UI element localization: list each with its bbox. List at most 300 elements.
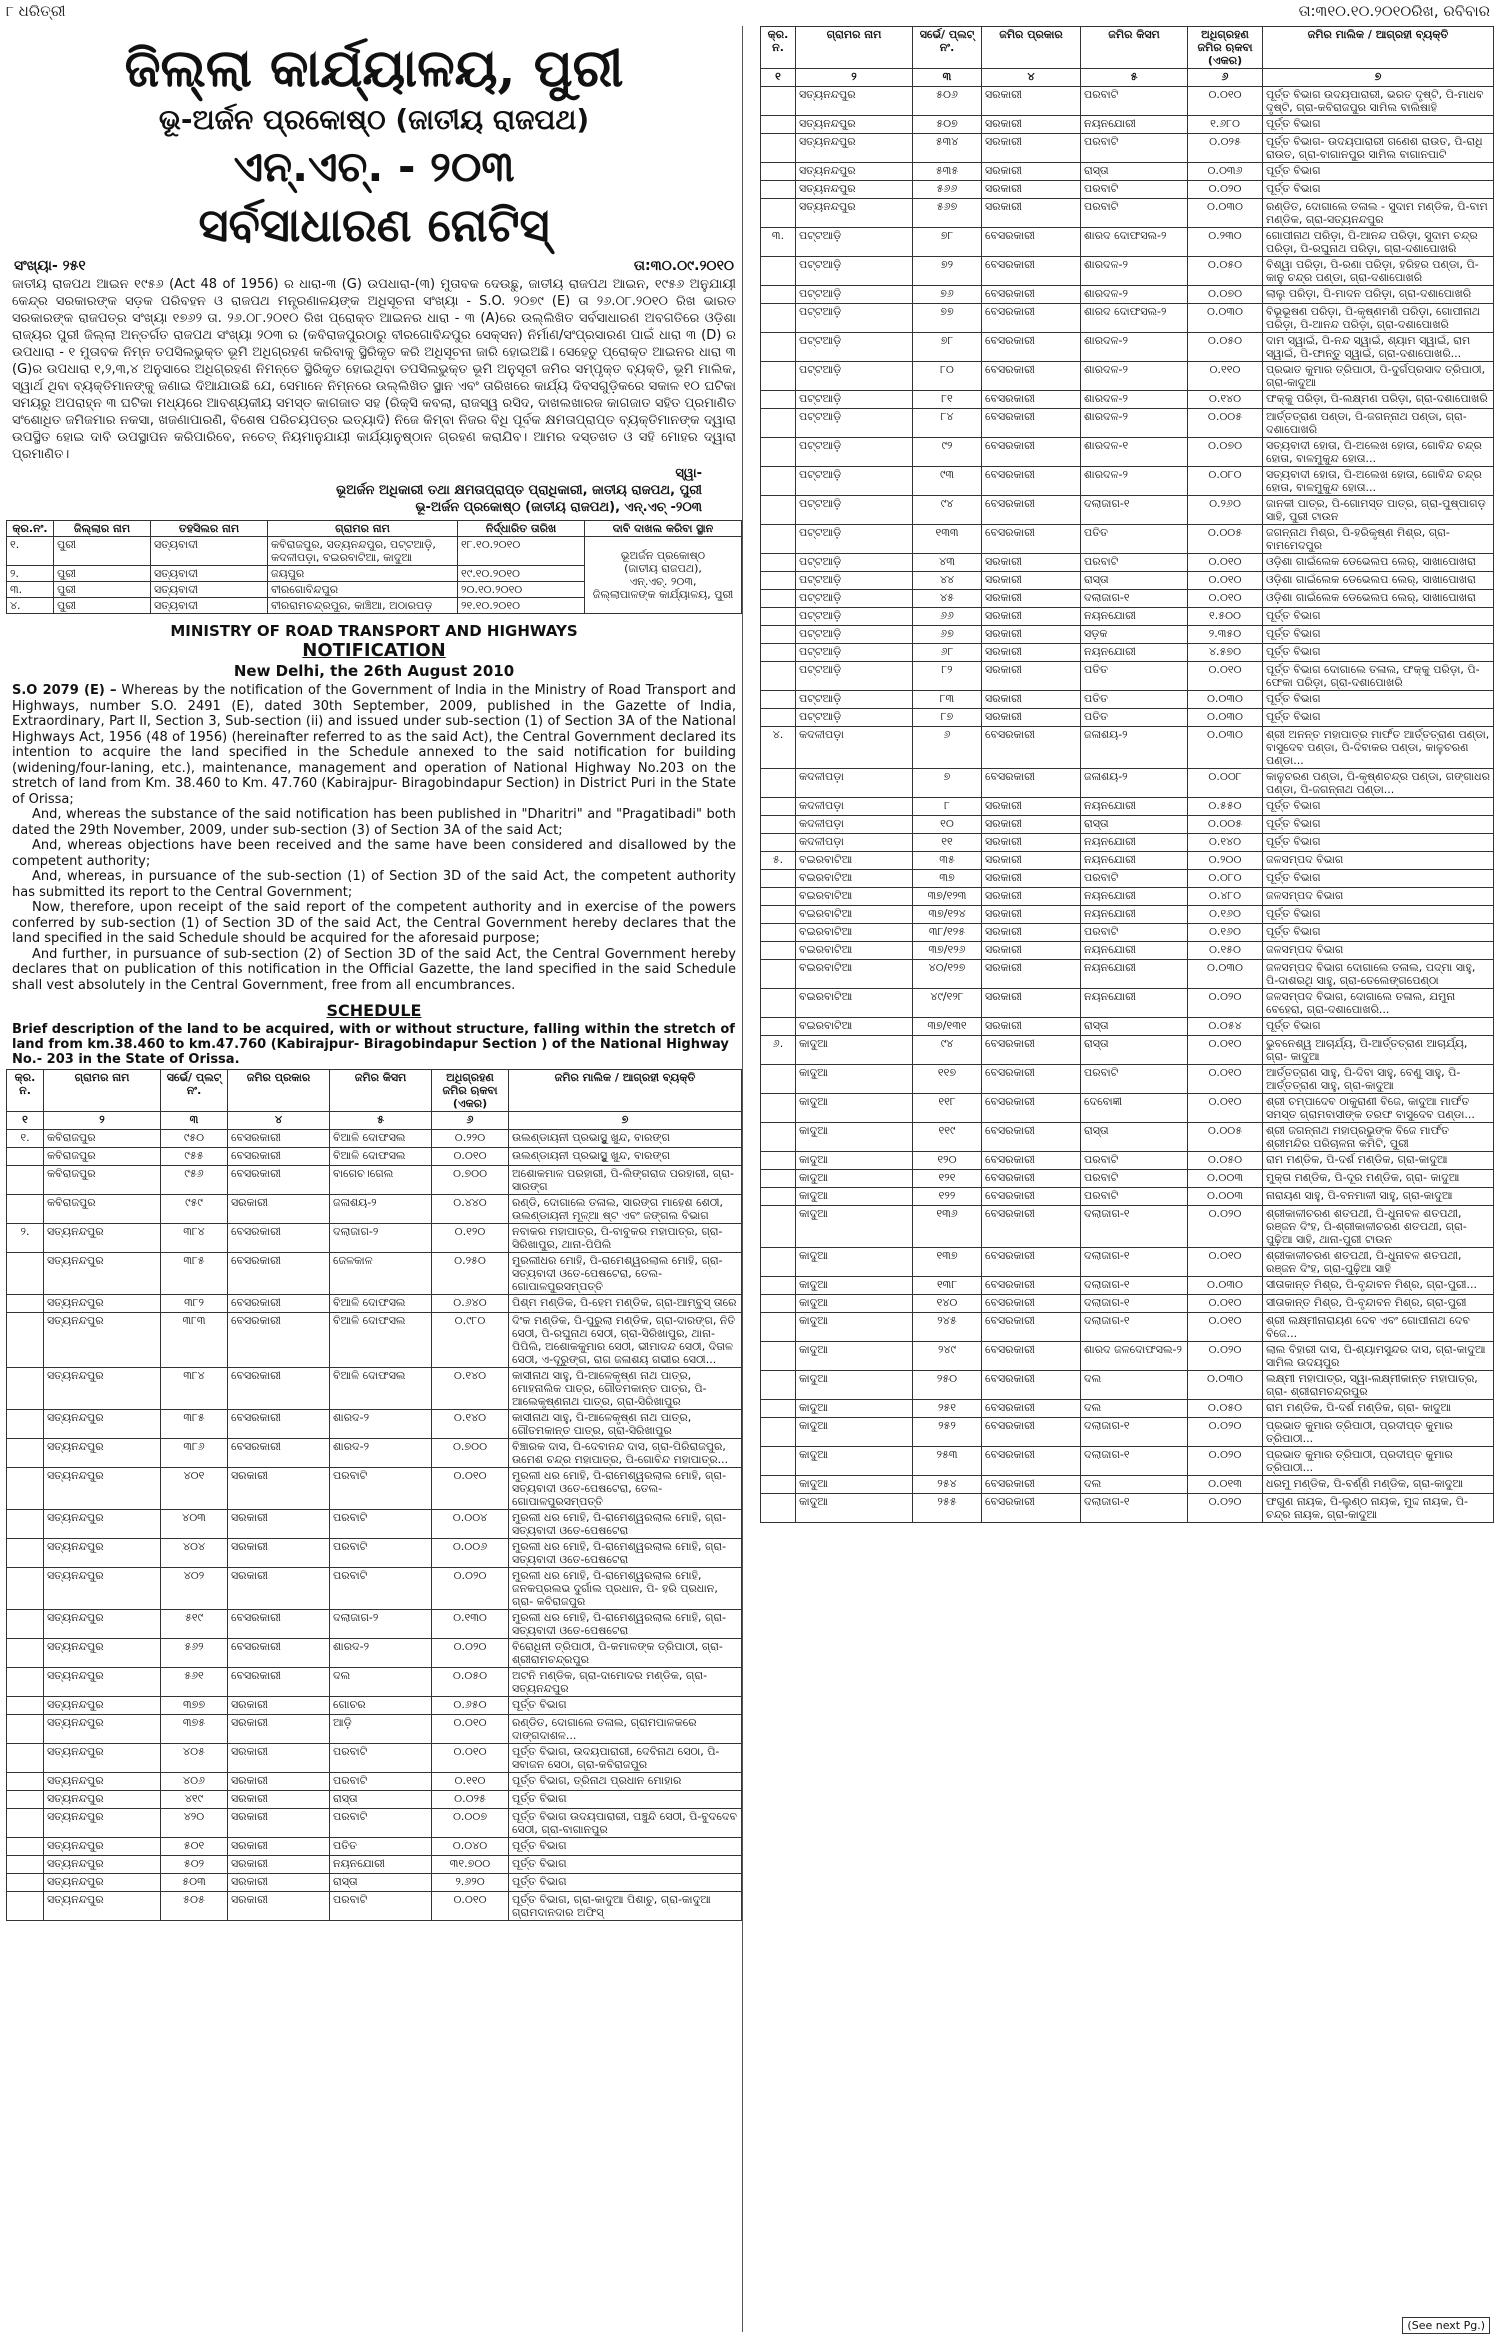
table-cell: ବେସରକାରୀ (982, 228, 1081, 257)
table-cell: ୧୨୧ (913, 1170, 982, 1188)
table-cell: ଜାନକୀ ପାତ୍ର, ପି-ଗୋମସ୍ତ ପାତ୍ର, ଗ୍ରା-ପୁଷ୍ପାଗଡ଼ ସାହି, ପୁରୀ ଟାଉନ (1263, 496, 1494, 525)
table-cell: ପତିତ (1081, 709, 1188, 727)
table-cell: ପୂର୍ତ୍ତ ବିଭାଗ (1263, 626, 1494, 644)
column-number: ୬ (432, 1112, 509, 1130)
table-cell (761, 87, 796, 116)
table-cell: ସରକାରୀ (982, 134, 1081, 163)
table-cell: ସତ୍ୟନନ୍ଦପୁର (44, 1410, 161, 1439)
table-cell: ଦଲାଜାଗ-୧ (1081, 1313, 1188, 1342)
table-cell: ୦.୭୦୦ (432, 1439, 509, 1468)
table-cell: ପୂର୍ତ୍ତ ବିଭାଗ, ଉଦୟପାରାରୀ, ଦେବିନାଥ ସେଠା, ପି-ସବାଜନ ସେଠା, ଗ୍ରା-କବିରାଜପୁର (509, 1744, 742, 1773)
table-row (761, 798, 1494, 816)
table-cell: କାଳୁଚରଣ ପଣ୍ଡା, ପି-କୃଷ୍ଣଚନ୍ଦ୍ର ପଣ୍ଡା, ଗଙ୍ଗାଧର ପଣ୍ଡା, ପି-ଜଗନ୍ନାଥ ପଣ୍ଡା... (1263, 769, 1494, 798)
table-cell: ମୁକ୍ତା ମଣ୍ଡିକ, ପି-ଦୂର ମଣ୍ଡିକ, ଗ୍ରା- କାଦୁଆ (1263, 1170, 1494, 1188)
column-number: ୫ (1081, 69, 1188, 87)
table-header: ସର୍ଭେ/ ପ୍ଲଟ୍ ନଂ. (913, 27, 982, 69)
table-cell: ୦.୪୪୦ (432, 1195, 509, 1224)
table-cell: ପଟ୍ଟଆଡ଼ି (796, 626, 913, 644)
table-cell (761, 1418, 796, 1447)
table-cell: ସରକାରୀ (982, 834, 1081, 852)
table-cell: ୦.୦୫୦ (1188, 1152, 1263, 1170)
table-cell (761, 1313, 796, 1342)
table-cell (761, 644, 796, 662)
table-cell: ସରକାରୀ (228, 1510, 330, 1539)
table-cell: ୦.୦୧୦ (432, 1744, 509, 1773)
table-cell: ୬ (913, 727, 982, 769)
table-cell: ୦.୦୧୦ (1188, 662, 1263, 691)
table-cell: ବେସରକାରୀ (982, 362, 1081, 391)
table-cell: ୦.୦୨୦ (1188, 1206, 1263, 1248)
table-cell: ୦.୦୧୦ (432, 1148, 509, 1166)
table-cell: ଶାରଦ ଦୋଫସଲ-୨ (1081, 304, 1188, 333)
table-cell: ଉଲଣ୍ଡାୟନୀ ପ୍ରଭାସ୍ଥୁ ଖୁନ୍ଦ, ବାରଙ୍ଗ (509, 1130, 742, 1148)
table-cell: ବେସରକାରୀ (982, 1188, 1081, 1206)
table-cell: ସରକାରୀ (982, 87, 1081, 116)
table-cell: ବେସରକାରୀ (228, 1639, 330, 1668)
table-cell: ୪୦୫ (161, 1744, 228, 1773)
table-cell: ୦.୦୩୦ (1188, 1277, 1263, 1295)
table-cell: କାଦୁଆ (796, 1342, 913, 1371)
table-cell: ଦିଂକ ମଣ୍ଡିକ, ପି-ପୁରୁଲା ମଣ୍ଡିକ, ଗ୍ରା-ଦାରଙ୍ଗ, ନିତି ସେଠୀ, ପି-ରଘୁନାଥ ସେଠୀ, ଗ୍ରା-ସିରିଖାପୁର, ଥାନା-ପିପିଲି, ଅଶୋକକୁମାର ସେଠୀ, ଭୀମାଦନ୍ଦ ସେଠୀ, ଦିତାଳ ସେଠୀ, ଏ-ଦୂରୁଙ୍ଗ, ରାଗ ଜଳାଶୟ ଗଭୀର ସେଠୀ... (509, 1313, 742, 1368)
table-cell: ଧରମୁ ମଣ୍ଡିକ, ପି-ବର୍ଣ୍ଣି ମଣ୍ଡିକ, ଗ୍ରା-କାଦୁଆ (1263, 1476, 1494, 1494)
table-cell: ସରକାରୀ (982, 1018, 1081, 1036)
table-cell (761, 391, 796, 409)
table-cell: କାଦୁଆ (796, 1248, 913, 1277)
table-cell: ୧.୫୦୦ (1188, 608, 1263, 626)
table-cell: ୬. (761, 1036, 796, 1065)
table-row (761, 1152, 1494, 1170)
table-cell: ପୂର୍ତ୍ତ ବିଭାଗ (1263, 816, 1494, 834)
table-cell: ୧୧ (913, 834, 982, 852)
table-row (761, 1018, 1494, 1036)
table-cell: ୯୪ (913, 1036, 982, 1065)
table-cell (761, 467, 796, 496)
table-cell (761, 1371, 796, 1400)
table-cell (761, 163, 796, 181)
table-cell: ୫. (761, 852, 796, 870)
table-cell: ସତ୍ୟନନ୍ଦପୁର (44, 1668, 161, 1697)
table-cell: ଦଲାଜାଗ-୧ (1081, 1295, 1188, 1313)
table-cell (7, 1715, 44, 1744)
table-cell: ସରକାରୀ (228, 1874, 330, 1892)
table-cell: ୦.୨୨୦ (432, 1130, 509, 1148)
table-cell: ୦.୦୦୫ (1188, 409, 1263, 438)
table-cell: ମୁରଲୀ ଧର ମୋହି, ପି-ରାମେଶ୍ୱରଲାଲ ମୋହି, ଜନକପ୍ରଲଭ ଦୁର୍ଗାଲ ପ୍ରଧାନ, ପି- ହରି ପ୍ରଧାନ, ଗ୍ରା- କବିରାଜପୁର (509, 1568, 742, 1610)
table-cell: ସତ୍ୟବାଦୀ ହୋତା, ପି-ଅଲେଖ ହୋତା, ଗୋବିନ୍ଦ ଚନ୍ଦ୍ର ହୋତା, ବାଳମୁକୁନ୍ଦ ହୋତା... (1263, 438, 1494, 467)
table-cell: ପରବାଟି (330, 1539, 432, 1568)
table-cell (761, 1248, 796, 1277)
table-cell: ସତ୍ୟନନ୍ଦପୁର (44, 1313, 161, 1368)
column-number: ୭ (1263, 69, 1494, 87)
table-cell (761, 554, 796, 572)
schedule-body-left (7, 1130, 742, 1921)
table-cell: ୫୬୧ (161, 1668, 228, 1697)
table-cell: ବିଆଳି ଦୋଫସଲ (330, 1148, 432, 1166)
table-header: ନିର୍ଦ୍ଧାରିତ ତାରିଖ (458, 521, 585, 537)
table-cell: ଫଗୁଣ ନାୟକ, ପି-ଲୁଣ୍ଠ ନାୟକ, ମୁଦ୍ଦ ନାୟକ, ପି-ଚନ୍ଦ୍ର ନାୟକ, ଗ୍ରା-କାଦୁଆ (1263, 1494, 1494, 1523)
table-cell: ପରବାଟି (1081, 181, 1188, 199)
table-cell: ୦.୧୪୦ (1188, 834, 1263, 852)
table-cell (761, 1494, 796, 1523)
table-cell (761, 1123, 796, 1152)
table-cell: ୦.୦୧୦ (1188, 1065, 1263, 1094)
table-cell: ପଟ୍ଟଆଡ଼ି (796, 304, 913, 333)
table-cell: ୦.୬୫୦ (432, 1697, 509, 1715)
table-cell: ନବାକର ମହାପାତ୍ର, ପି-ବାବୁକର ମହାପାତ୍ର, ଗ୍ରା-ସିରିଖାପୁର, ଥାନା-ପିପିଲି (509, 1224, 742, 1253)
table-cell: ପୂର୍ତ୍ତ ବିଭାଗ (1263, 906, 1494, 924)
table-header: ଗ୍ରାମର ନାମ (796, 27, 913, 69)
table-row (761, 1342, 1494, 1371)
table-cell: ପୂର୍ତ୍ତ ବିଭାଗ, ଗ୍ରା-କାଦୁଆ ପିଶାଚୁ, ଗ୍ରା-କାଦୁଆ ଗ୍ରାମଦାନଦାର ଅଫିସ୍ (509, 1892, 742, 1921)
table-cell: ୦.୦୨୦ (432, 1568, 509, 1610)
table-cell: ପୂର୍ତ୍ତ ବିଭାଗ (1263, 709, 1494, 727)
table-cell: ବେସରକାରୀ (982, 1248, 1081, 1277)
table-cell (761, 1170, 796, 1188)
table-cell: ୦.୦୨୦ (1188, 1494, 1263, 1523)
table-cell: ୨୧.୧୦.୨୦୧୦ (458, 598, 585, 614)
table-cell: ସୀତାକାନ୍ତ ମିଶ୍ର, ପି-ବୃନ୍ଦାବନ ମିଶ୍ର, ଗ୍ରା-ପୁରୀ (1263, 1295, 1494, 1313)
table-cell: ପୂର୍ତ୍ତ ବିଭାଗ (1263, 116, 1494, 134)
table-cell: ପଟ୍ଟଆଡ଼ି (796, 286, 913, 304)
table-cell: ଗୋଚର (330, 1697, 432, 1715)
table-row (7, 1195, 742, 1224)
table-row (761, 662, 1494, 691)
table-cell: ୦.୦୧୩ (1188, 1476, 1263, 1494)
table-cell: ୧. (7, 1130, 44, 1148)
table-row (7, 1166, 742, 1195)
table-cell: ୦.୦୨୦ (432, 1639, 509, 1668)
table-cell: ସତ୍ୟନନ୍ଦପୁର (44, 1892, 161, 1921)
table-header: ଜମିର ପ୍ରକାର (982, 27, 1081, 69)
table-row (7, 1568, 742, 1610)
table-row (7, 1809, 742, 1838)
table-cell: ପରବାଟି (1081, 1152, 1188, 1170)
table-cell: ପଟ୍ଟଆଡ଼ି (796, 525, 913, 554)
table-cell: ବାଗେଚ।ଗେଲ (330, 1166, 432, 1195)
table-cell: ବେସରକାରୀ (982, 1447, 1081, 1476)
table-cell: ବଇରବାଟିଆ (796, 888, 913, 906)
table-cell: କାଦୁଆ (796, 1206, 913, 1248)
table-cell (7, 1668, 44, 1697)
table-cell: ବେସରକାରୀ (228, 1166, 330, 1195)
table-header: ଅଧିଗ୍ରହଣ ଜମିର ଋକବା (ଏକର) (1188, 27, 1263, 69)
table-cell: ସରକାରୀ (228, 1892, 330, 1921)
table-row (7, 1715, 742, 1744)
table-cell: ଶାରଦଳ-୧ (1081, 438, 1188, 467)
table-cell: ୨୫୦ (913, 1371, 982, 1400)
table-cell: ସତ୍ୟବାଦୀ ହୋତା, ପି-ଅଲେଖ ହୋତା, ଗୋବିନ୍ଦ ଚନ୍ଦ୍ର ହୋତା, ବାଳମୁକୁନ୍ଦ ହୋତା... (1263, 467, 1494, 496)
table-cell: ୦.୭୦୦ (432, 1166, 509, 1195)
table-cell (761, 989, 796, 1018)
table-cell: ୦.୦୫୦ (1188, 333, 1263, 362)
table-row (761, 286, 1494, 304)
table-cell: ପୁରୀ (54, 582, 151, 598)
table-cell: ବେସରକାରୀ (228, 1610, 330, 1639)
table-row (7, 1668, 742, 1697)
table-cell: ସରକାରୀ (228, 1838, 330, 1856)
table-cell: ନାରାୟଣ ସାହୁ, ପି-ବନମାଳୀ ସାହୁ, ଗ୍ରା-କାଦୁଆ (1263, 1188, 1494, 1206)
table-cell: ୨୫୨ (913, 1418, 982, 1447)
table-row (761, 1036, 1494, 1065)
table-cell: ବେସରକାରୀ (982, 1295, 1081, 1313)
table-cell (761, 333, 796, 362)
table-cell: ଶାରଦ-୨ (330, 1639, 432, 1668)
table-cell (761, 496, 796, 525)
table-cell: ୪୦୪ (161, 1539, 228, 1568)
table-cell: ୧୦ (913, 816, 982, 834)
table-row (761, 816, 1494, 834)
table-cell: ୧୨୨ (913, 1188, 982, 1206)
table-cell: ସରକାରୀ (982, 709, 1081, 727)
table-cell: ୦.୦୫୦ (1188, 1400, 1263, 1418)
table-cell: ୬୭ (913, 626, 982, 644)
column-number: ୨ (796, 69, 913, 87)
table-cell: ସତ୍ୟନନ୍ଦପୁର (44, 1874, 161, 1892)
table-cell: ୮୨ (913, 662, 982, 691)
table-row (7, 1313, 742, 1368)
table-cell: କବିରାଜପୁର (44, 1166, 161, 1195)
notice-body: ଜାତୀୟ ରାଜପଥ ଆଇନ ୧୯୫୬ (Act 48 of 1956) ର ଧାରା-୩ (G) ଉପଧାରା-(୩) ମୁତାବକ ଦେଉଛୁ, ଜାତୀୟ ରାଜପଥ ଆଇନ, ୧୯୫୬ ଅନୁଯାୟୀ କେନ୍ଦ୍ର ସରକାରଙ୍କ ସଡ଼କ ପରିବହନ ଓ ରାଜପଥ ମନ୍ତ୍ରଣାଳୟଙ୍କ ଅଧିସୂଚନା ସଂଖ୍ୟା - S.O. ୨୦୭୯ (E) ତା ୨୬.୦୮.୨୦୧୦ ରିଖ ଭାରତ ସରକାରଙ୍କ ରାଜପତ୍ର ସଂଖ୍ୟା ୧୭୬୨ ତା. ୨୬.୦୮.୨୦୧୦ ରିଖ ପ୍ରୋକ୍ତ ଆଇନର ଧାରା - ୩ (A)ରେ ଉଲ୍ଲିଖିତ ସର୍ବସାଧାରଣ ଅବଗତିରେ ଓଡ଼ିଶା ରାଜ୍ୟର ପୁରୀ ଜିଲ୍ଲା ଅନ୍ତର୍ଗତ ରାଜପଥ ସଂଖ୍ୟା ୨୦୩ ର (କବିରାଜପୁରଠାରୁ ବୀରଗୋବିନ୍ଦପୁର ସେକ୍ସନ) ନିର୍ମାଣ/ସଂପ୍ରସାରଣ ପାଇଁ ଧାରା ୩ (D) ର ଉପଧାରା - ୧ ମୁତାବକ ନିମ୍ନ ତପସିଲଭୁକ୍ତ ଭୂମି ଅଧିଗ୍ରହଣ କରିବାକୁ ସ୍ଥିରିକୃତ କରି ଅଧିସୂଚନା ଜାରି ହୋଇଅଛି। ସେହେତୁ ପ୍ରୋକ୍ତ ଆଇନର ଧାରା ୩ (G)ର ଉପଧାରା ୧,୨,୩,୪ ଅନୁସାରେ ଅଧିଗ୍ରହଣ ନିମନ୍ତେ ସ୍ଥିରିକୃତ ହୋଇଥିବା ତପସିଲଭୁକ୍ତ ଭୂମି ଅନୁସୂଚୀ ଜମିର ସମ୍ପୃକ୍ତ ବ୍ୟକ୍ତି, ଭୂମି ମାଲିକ, ସ୍ୱାର୍ଥ ଥିବା ବ୍ୟକ୍ତିମାନଙ୍କୁ ଜଣାଇ ଦିଆଯାଉଛି ଯେ, ସେମାନେ ନିମ୍ନରେ ଉଲ୍ଲିଖିତ ସ୍ଥାନ ଏବଂ ତାରିଖରେ କାର୍ଯ୍ୟ ଦିବସଗୁଡ଼ିକରେ ସକାଳ ୧୦ ଘଟିକା ସମୟରୁ ଅପରାହ୍ନ ୩ ଘଟିକା ମଧ୍ୟରେ ଆବଶ୍ୟକୀୟ ସମସ୍ତ କାଗଜାତ ସହ (ରିକ୍ସି କବଲା, ରାଜସ୍ୱ ରସିଦ, ଦାଖଲଖାରଜ କାଗଜାତ ସହିତ ପ୍ରମାଣିତ ସଂଶୋଧିତ ଜମିଜମାର ନକସା, ଖଜଣାପାରଣି, ବିଶେଷ ପରିଚୟପତ୍ର ଇତ୍ୟାଦି) ନିଜେ କିମ୍ବା ନିଜର ବିଧି ପୂର୍ବକ କ୍ଷମତାପ୍ରାପ୍ତ ବ୍ୟକ୍ତିମାନଙ୍କ ଦ୍ୱାରା ଉପସ୍ଥିତ ହୋଇ ଦାବି ଉପସ୍ଥାପନ କରିପାରିବେ, ନଚେତ୍ ନିୟମାନୁଯାୟୀ କାର୍ଯ୍ୟାନୁଷ୍ଠାନ ଗ୍ରହଣ କରାଯିବ। ଆମର ଦସ୍ତଖତ ଓ ସହି ମୋହର ଦ୍ୱାରା ପ୍ରମାଣିତ। (12, 277, 736, 462)
table-cell: ରଣ୍ଡି, ଦୋଗାଲେ ତଳାଲ, ସାରଙ୍ଗ ମାହେଶ ଶେଠୀ, ଉଲଣ୍ଡାୟନୀ ମୂଳ୍ଆ ଷ୍ଟ ଏବଂ ଜଙ୍ଗଲ ବିଭାଗ (509, 1195, 742, 1224)
table-cell: ୦.୦୧୦ (1188, 1036, 1263, 1065)
table-cell: ୪୦/୧୨୭ (913, 960, 982, 989)
table-cell (761, 257, 796, 286)
table-cell: ୦.୧୪୦ (432, 1368, 509, 1410)
table-row (7, 1856, 742, 1874)
table-cell: ରାସ୍ତା (1081, 1123, 1188, 1152)
table-cell: ୦.୦୦୩ (1188, 1188, 1263, 1206)
table-row (761, 1094, 1494, 1123)
table-cell: ସତ୍ୟନନ୍ଦପୁର (44, 1697, 161, 1715)
table-cell: ୭୮ (913, 228, 982, 257)
table-cell (761, 1295, 796, 1313)
table-row (761, 1065, 1494, 1094)
paragraph: And, whereas the substance of the said notification has been published in "Dharitri" and "Pragatibadi" both dated the 29th November, 2009, under sub-section (3) of Section 3A of the said Act; (12, 807, 736, 838)
table-cell: ବେସରକାରୀ (982, 1277, 1081, 1295)
table-cell: ପଟ୍ଟଆଡ଼ି (796, 496, 913, 525)
table-cell: ୮୩ (913, 691, 982, 709)
table-cell: ୦.୧୧୦ (432, 1773, 509, 1791)
table-cell: ଶାରଦଳ-୨ (1081, 467, 1188, 496)
table-cell (7, 1773, 44, 1791)
table-cell: ରଣ୍ଡିତ, ଦୋଗାଲେ ତଳାଲ - ସୁଦାମ ମଣ୍ଡିକ, ପି-ବାମ ମଣ୍ଡିକ, ଗ୍ରା-ସତ୍ୟନନ୍ଦପୁର (1263, 199, 1494, 228)
table-cell: ଶାରଦଳ-୨ (1081, 333, 1188, 362)
table-cell: ୩୭୫ (161, 1715, 228, 1744)
table-row (761, 1494, 1494, 1523)
table-cell: ଜଗନ୍ନାଥ ମିଶ୍ର, ପି-ହରିକୃଷ୍ଣ ମିଶ୍ର, ଗ୍ରା-ବାମମେଦପୁର (1263, 525, 1494, 554)
table-cell: ୮୪ (913, 409, 982, 438)
schedule-description: Brief description of the land to be acquired, with or without structure, falling within the stretch of land from km.38.460 to km.47.760 (Kabirajpur- Biragobindapur Section ) of the National Highway No.- 203 in the State of Orissa. (12, 1022, 735, 1067)
table-cell: ଆର୍ତ୍ତତ୍ରାଣ ସାହୁ, ପି-ଦିବା ସାହୁ, ବେଣୁ ସାହୁ, ପି-ଆର୍ତ୍ତତ୍ରାଣ ସାହୁ, ଗ୍ରା-କାଦୁଆ (1263, 1065, 1494, 1094)
table-cell: ୯୨ (913, 438, 982, 467)
table-cell: ଜଳସମ୍ପଦ ବିଭାଗ (1263, 852, 1494, 870)
table-cell: ସରକାରୀ (982, 116, 1081, 134)
table-row (7, 1892, 742, 1921)
table-row (761, 906, 1494, 924)
table-row (7, 1468, 742, 1510)
nh-number: ଏନ୍.ଏଚ୍. - ୨୦୩ (233, 142, 515, 191)
table-cell: ୪୧୯ (161, 1791, 228, 1809)
table-cell: ୦.୦୧୦ (432, 1892, 509, 1921)
table-cell: ସରକାରୀ (228, 1568, 330, 1610)
table-cell: ନୟନଯୋରୀ (1081, 960, 1188, 989)
table-cell: ସତ୍ୟନନ୍ଦପୁର (44, 1368, 161, 1410)
table-cell: ୦.୦୧୦ (1188, 1248, 1263, 1277)
table-cell (7, 1639, 44, 1668)
table-cell: ୦.୦୪୦ (432, 1838, 509, 1856)
table-cell: କାଦୁଆ (796, 1313, 913, 1342)
table-cell: ପଟ୍ଟଆଡ଼ି (796, 362, 913, 391)
table-cell: ସତ୍ୟନନ୍ଦପୁର (44, 1791, 161, 1809)
table-cell: ୨୫୪ (913, 1476, 982, 1494)
table-cell: ୯୫୫ (161, 1148, 228, 1166)
table-cell: ୨.୩୫୦ (1188, 626, 1263, 644)
table-cell: ସରକାରୀ (228, 1468, 330, 1510)
table-cell: କଦଳୀପଡ଼ା (796, 727, 913, 769)
table-cell: ୧୪୦ (913, 1295, 982, 1313)
table-cell: ପଟ୍ଟଆଡ଼ି (796, 409, 913, 438)
table-cell: ପତିତ (1081, 691, 1188, 709)
table-row (7, 1697, 742, 1715)
table-cell: ୦.୦୧୦ (1188, 1094, 1263, 1123)
table-row (761, 1418, 1494, 1447)
table-cell: ବେସରକାରୀ (982, 257, 1081, 286)
table-cell: ୦.୦୦୮ (1188, 769, 1263, 798)
table-cell: ସତ୍ୟନନ୍ଦପୁର (796, 199, 913, 228)
table-cell: ୦.୨୩୦ (1188, 228, 1263, 257)
table-cell: ଦଲାଜାଗ-୧ (1081, 1447, 1188, 1476)
table-cell: ବେସରକାରୀ (228, 1224, 330, 1253)
table-cell: ୦.୦୦୪ (432, 1510, 509, 1539)
table-cell: ସଡ଼କ (1081, 626, 1188, 644)
table-row (761, 942, 1494, 960)
claim-place (585, 537, 742, 614)
table-cell: ୮୦ (913, 362, 982, 391)
table-cell: ଜଳାଶୟ-୨ (1081, 769, 1188, 798)
table-row (7, 1253, 742, 1295)
table-cell: ୦.୨୫୦ (432, 1253, 509, 1295)
table-cell: କବିରାଜପୁର (44, 1195, 161, 1224)
table-cell: ବିଆଳି ଦୋଫସଲ (330, 1295, 432, 1313)
table-cell (761, 590, 796, 608)
table-row (7, 1439, 742, 1468)
claim-place-line: ଭୂଅର୍ଜନ ପ୍ରକୋଷ୍ଠ (620, 549, 706, 562)
table-cell: ଶାରଦଳ-୨ (1081, 286, 1188, 304)
table-cell (761, 709, 796, 727)
table-cell: ପୂର୍ତ୍ତ ବିଭାଗ (1263, 834, 1494, 852)
table-cell: ଲାଲ ବିହାରୀ ଦାସ, ପି-ଶ୍ୟାମସୁନ୍ଦର ଦାସ, ଗ୍ରା-କାଦୁଆ ସାମିଲ ଉଦୟପୁର (1263, 1342, 1494, 1371)
table-row (7, 1639, 742, 1668)
table-cell: ୩୧.୭୦୦ (432, 1856, 509, 1874)
table-row (761, 333, 1494, 362)
table-cell (7, 1368, 44, 1410)
table-cell: ଶାରଦଳ-୨ (1081, 362, 1188, 391)
table-cell: ଶ୍ରୀ ଅନନ୍ତ ମହାପାତ୍ର ମାର୍ଫତ ଆର୍ତ୍ତତ୍ରାଣ ପଣ୍ଡା, ବାସୁଦେବ ପଣ୍ଡା, ପି-ଦିବାକର ପଣ୍ଡା, କାଳୁଚରଣ ପଣ୍ଡା... (1263, 727, 1494, 769)
table-cell: ପଟ୍ଟଆଡ଼ି (796, 228, 913, 257)
table-row (761, 1206, 1494, 1248)
notice-title: ସର୍ବସାଧାରଣ ନୋଟିସ୍ (198, 198, 550, 252)
table-cell: ସରକାରୀ (982, 888, 1081, 906)
table-cell: ବେସରକାରୀ (982, 409, 1081, 438)
table-cell: ୬୬ (913, 608, 982, 626)
table-cell: ବେସରକାରୀ (982, 333, 1081, 362)
table-cell: ସତ୍ୟନନ୍ଦପୁର (44, 1468, 161, 1510)
table-cell: ପୂର୍ତ୍ତ ବିଭାଗ (509, 1838, 742, 1856)
table-cell: ପୂର୍ତ୍ତ ବିଭାଗ (1263, 644, 1494, 662)
table-row (761, 626, 1494, 644)
table-cell (761, 1018, 796, 1036)
table-cell: ୦.୦୧୦ (1188, 87, 1263, 116)
table-row (761, 362, 1494, 391)
table-cell: ୯୫୦ (161, 1130, 228, 1148)
table-cell: ଶାରଦ-୨ (330, 1410, 432, 1439)
table-cell: ୦.୬୪୦ (432, 1295, 509, 1313)
table-cell: ୦.୧୫୦ (1188, 942, 1263, 960)
table-cell: ପରବାଟି (330, 1744, 432, 1773)
table-cell: ୦.୦୫୪ (1188, 1018, 1263, 1036)
table-row (761, 644, 1494, 662)
table-cell: ସତ୍ୟନନ୍ଦପୁର (44, 1439, 161, 1468)
table-header: ଦାବି ଦାଖଲ କରିବା ସ୍ଥାନ (585, 521, 742, 537)
table-cell: ବେସରକାରୀ (982, 1418, 1081, 1447)
table-cell: ସରକାରୀ (982, 852, 1081, 870)
table-cell: ସରକାରୀ (982, 644, 1081, 662)
table-cell: ଓଡ଼ିଶା ଗାଇଁଲେକ ଡେଭେଲପ ଲେର୍, ସାଖାପୋଖରା (1263, 572, 1494, 590)
table-cell: ସତ୍ୟବାଦୀ (151, 566, 268, 582)
table-row (761, 727, 1494, 769)
table-cell (761, 409, 796, 438)
table-cell: ୦.୦୦୫ (1188, 816, 1263, 834)
table-cell: ୩୮୪ (161, 1368, 228, 1410)
table-cell: ପୁରୀ (54, 537, 151, 566)
table-cell: ୫୬୬ (913, 181, 982, 199)
table-cell: ୯୫୯ (161, 1195, 228, 1224)
table-cell (761, 888, 796, 906)
table-cell: ନୟନଯୋରୀ (1081, 906, 1188, 924)
table-cell: ବେସରକାରୀ (228, 1439, 330, 1468)
table-cell: ପୂର୍ତ୍ତ ବିଭାଗ (509, 1697, 742, 1715)
signature-block (6, 465, 742, 516)
column-number: ୩ (161, 1112, 228, 1130)
table-cell: ସତ୍ୟନନ୍ଦପୁର (796, 134, 913, 163)
table-row (761, 1400, 1494, 1418)
table-cell: ବେସରକାରୀ (228, 1253, 330, 1295)
table-cell: ୦.୦୦୭ (432, 1809, 509, 1838)
table-cell (761, 1342, 796, 1371)
table-cell: ୫୧୯ (161, 1610, 228, 1639)
table-cell: ଫକ୍କୁ ପରିଡ଼ା, ପି-ଲକ୍ଷ୍ମଣ ପରିଡ଼ା, ଗ୍ରା-ଦଶାପୋଖରି (1263, 391, 1494, 409)
schedule-title: SCHEDULE (326, 1001, 422, 1020)
table-cell (7, 1468, 44, 1510)
table-cell: ନୟନଯୋରୀ (1081, 942, 1188, 960)
table-cell: ପରବାଟି (1081, 924, 1188, 942)
table-cell: ୧୧୯ (913, 1123, 982, 1152)
table-cell (761, 572, 796, 590)
table-row (7, 1368, 742, 1410)
table-cell: ୦.୦୩୦ (1188, 199, 1263, 228)
table-cell (7, 1874, 44, 1892)
office-title: ଜିଲ୍ଲା କାର୍ଯ୍ୟାଳୟ, ପୁରୀ (124, 38, 624, 99)
table-cell: ୦.୦୨୦ (1188, 1342, 1263, 1371)
table-row (761, 590, 1494, 608)
table-header: ଜମିର କିସମ (330, 1070, 432, 1112)
table-cell: ୦.୧୬୦ (1188, 924, 1263, 942)
table-cell: ପଟ୍ଟଆଡ଼ି (796, 644, 913, 662)
table-row (761, 888, 1494, 906)
table-cell: ସରକାରୀ (982, 590, 1081, 608)
table-cell: ଦଲାଜାଗ-୧ (1081, 1206, 1188, 1248)
table-cell: ୦.୦୧୦ (1188, 1295, 1263, 1313)
